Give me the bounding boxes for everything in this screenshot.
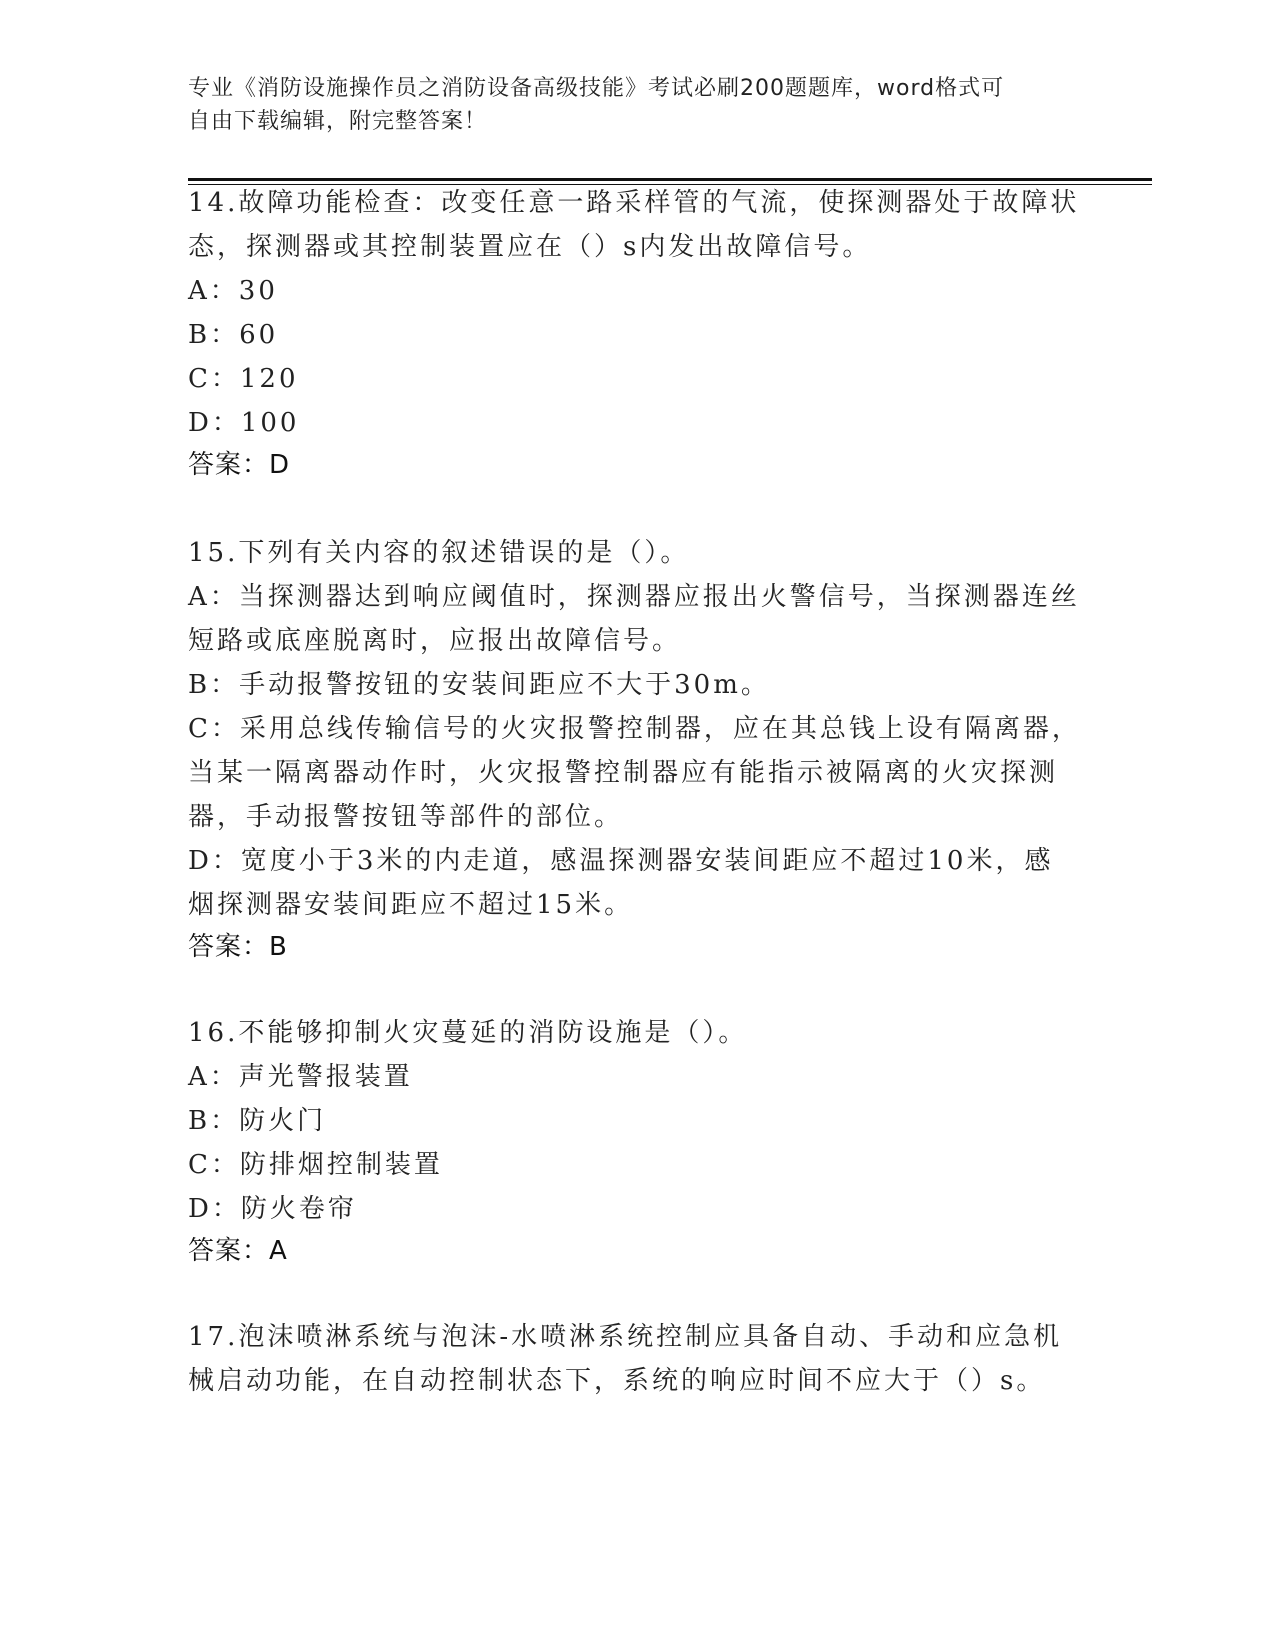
question-16-option-c: C：防排烟控制装置 <box>188 1150 443 1180</box>
question-16-option-a: A：声光警报装置 <box>188 1062 413 1092</box>
question-15-option-a-line-2: 短路或底座脱离时，应报出故障信号。 <box>188 626 682 656</box>
question-14-option-d: D：100 <box>188 408 300 438</box>
question-16-option-d: D：防火卷帘 <box>188 1194 357 1224</box>
question-14-option-c: C：120 <box>188 364 299 394</box>
header-line-1: 专业《消防设施操作员之消防设备高级技能》考试必刷200题题库，word格式可 <box>188 76 1005 101</box>
question-16-option-b: B：防火门 <box>188 1106 327 1136</box>
question-15-option-c-line-2: 当某一隔离器动作时，火灾报警控制器应有能指示被隔离的火灾探测 <box>188 758 1059 788</box>
question-15-stem-line-1: 15.下列有关内容的叙述错误的是（）。 <box>188 538 690 568</box>
question-17-stem-line-1: 17.泡沫喷淋系统与泡沫-水喷淋系统控制应具备自动、手动和应急机 <box>188 1322 1063 1352</box>
question-15-option-d-line-2: 烟探测器安装间距应不超过15米。 <box>188 890 634 920</box>
question-15-option-b: B：手动报警按钮的安装间距应不大于30m。 <box>188 670 770 700</box>
question-14-answer: 答案：D <box>188 450 291 480</box>
question-16-answer: 答案：A <box>188 1236 288 1266</box>
question-15-option-a-line-1: A：当探测器达到响应阈值时，探测器应报出火警信号，当探测器连丝 <box>188 582 1080 612</box>
question-15-option-d-line-1: D：宽度小于3米的内走道，感温探测器安装间距应不超过10米，感 <box>188 846 1054 876</box>
question-14-option-a: A：30 <box>188 276 278 306</box>
question-16-stem-line-1: 16.不能够抑制火灾蔓延的消防设施是（）。 <box>188 1018 748 1048</box>
question-14-option-b: B：60 <box>188 320 279 350</box>
question-15-option-c-line-1: C：采用总线传输信号的火灾报警控制器，应在其总钱上设有隔离器， <box>188 714 1081 744</box>
question-17-stem-line-2: 械启动功能，在自动控制状态下，系统的响应时间不应大于（）s。 <box>188 1366 1046 1396</box>
question-15-answer: 答案：B <box>188 932 288 962</box>
header-line-2: 自由下载编辑，附完整答案！ <box>188 109 488 134</box>
question-14-stem-line-2: 态，探测器或其控制装置应在（）s内发出故障信号。 <box>188 232 872 262</box>
question-15-option-c-line-3: 器，手动报警按钮等部件的部位。 <box>188 802 624 832</box>
document-header <box>188 72 1068 138</box>
question-14-stem-line-1: 14.故障功能检查：改变任意一路采样管的气流，使探测器处于故障状 <box>188 188 1080 218</box>
